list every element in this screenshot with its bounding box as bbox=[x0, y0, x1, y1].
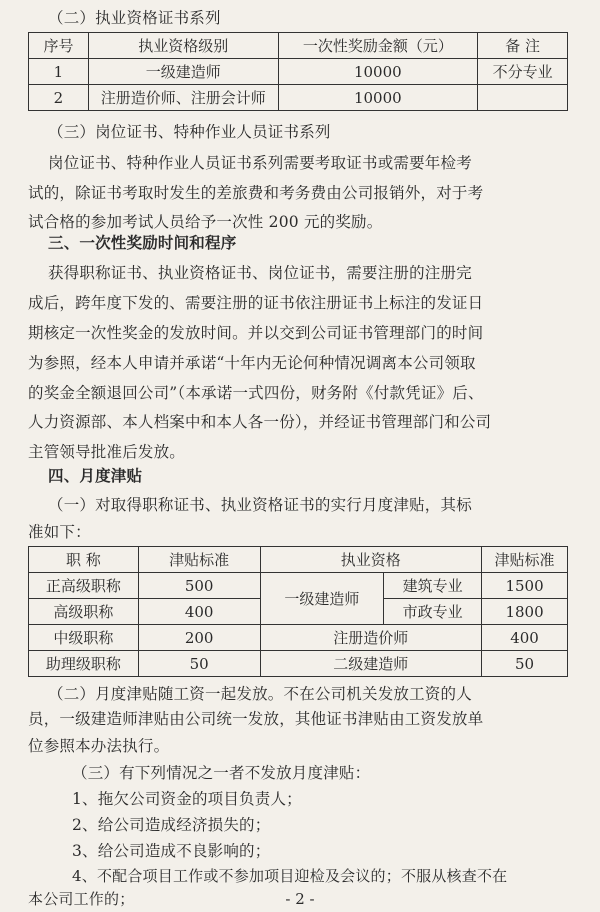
list-item: 3、给公司造成不良影响的； bbox=[72, 842, 271, 860]
cell: 50 bbox=[482, 651, 568, 677]
paragraph-line: 的奖金全额退回公司”（本承诺一式四份，财务附《付款凭证》后、 bbox=[28, 384, 484, 402]
list-item-continued: 本公司工作的； bbox=[28, 890, 135, 908]
page-number: - 2 - bbox=[285, 890, 315, 908]
table-row bbox=[29, 59, 568, 85]
list-item: 1、拖欠公司资金的项目负责人； bbox=[72, 790, 302, 808]
paragraph-line: 主管领导批准后发放。 bbox=[28, 443, 186, 461]
paragraph-line: 准如下： bbox=[28, 523, 91, 541]
header-cell: 职 称 bbox=[29, 547, 139, 573]
monthly-allowance-table bbox=[28, 546, 568, 677]
cell: 中级职称 bbox=[29, 625, 139, 651]
table-header-row bbox=[29, 547, 568, 573]
table-header-row bbox=[29, 33, 568, 59]
cell: 200 bbox=[138, 625, 260, 651]
table-row bbox=[29, 651, 568, 677]
cell: 1 bbox=[29, 59, 89, 85]
paragraph-line: 人力资源部、本人档案中和本人各一份），并经证书管理部门和公司 bbox=[28, 413, 492, 431]
list-item: 4、不配合项目工作或不参加项目迎检及会议的；不服从核查不在 bbox=[72, 867, 508, 885]
cell: 一级建造师 bbox=[260, 573, 384, 625]
paragraph-line: 成后，跨年度下发的、需要注册的证书依注册证书上标注的发证日 bbox=[28, 294, 484, 312]
heading-4: 四、月度津贴 bbox=[48, 466, 143, 485]
cell: 50 bbox=[138, 651, 260, 677]
table-row bbox=[29, 573, 568, 599]
header-cell: 津贴标准 bbox=[482, 547, 568, 573]
heading-3: 三、一次性奖励时间和程序 bbox=[48, 233, 237, 252]
header-cell: 序号 bbox=[29, 33, 89, 59]
paragraph-line: 位参照本办法执行。 bbox=[28, 737, 170, 755]
cell bbox=[478, 85, 568, 111]
cell: 注册造价师、注册会计师 bbox=[88, 85, 278, 111]
cell: 400 bbox=[138, 599, 260, 625]
paragraph-line: 期核定一次性奖金的发放时间。并以交到公司证书管理部门的时间 bbox=[28, 324, 484, 342]
cell: 助理级职称 bbox=[29, 651, 139, 677]
paragraph-line: 员，一级建造师津贴由公司统一发放，其他证书津贴由工资发放单 bbox=[28, 710, 484, 728]
paragraph-line: 获得职称证书、执业资格证书、岗位证书，需要注册的注册完 bbox=[48, 264, 472, 282]
cell: 注册造价师 bbox=[260, 625, 482, 651]
cell: 1500 bbox=[482, 573, 568, 599]
cell: 市政专业 bbox=[384, 599, 482, 625]
paragraph-line: （三）有下列情况之一者不发放月度津贴： bbox=[72, 764, 371, 782]
paragraph-line: 岗位证书、特种作业人员证书系列需要考取证书或需要年检考 bbox=[48, 154, 472, 172]
header-cell: 执业资格级别 bbox=[88, 33, 278, 59]
header-cell: 一次性奖励金额（元） bbox=[278, 33, 478, 59]
cell: 10000 bbox=[278, 59, 478, 85]
paragraph-line: （二）月度津贴随工资一起发放。不在公司机关发放工资的人 bbox=[48, 685, 472, 703]
cell: 高级职称 bbox=[29, 599, 139, 625]
paragraph-line: （一）对取得职称证书、执业资格证书的实行月度津贴，其标 bbox=[48, 496, 472, 514]
header-cell: 备 注 bbox=[478, 33, 568, 59]
cell: 一级建造师 bbox=[88, 59, 278, 85]
table-row bbox=[29, 625, 568, 651]
section-2-title: （二）执业资格证书系列 bbox=[48, 9, 221, 27]
cell: 正高级职称 bbox=[29, 573, 139, 599]
section-3-title: （三）岗位证书、特种作业人员证书系列 bbox=[48, 123, 331, 141]
qualification-award-table bbox=[28, 32, 568, 111]
cell: 10000 bbox=[278, 85, 478, 111]
table-row bbox=[29, 85, 568, 111]
header-cell: 执业资格 bbox=[260, 547, 482, 573]
cell: 400 bbox=[482, 625, 568, 651]
cell: 建筑专业 bbox=[384, 573, 482, 599]
header-cell: 津贴标准 bbox=[138, 547, 260, 573]
list-item: 2、给公司造成经济损失的； bbox=[72, 816, 271, 834]
cell: 二级建造师 bbox=[260, 651, 482, 677]
cell: 2 bbox=[29, 85, 89, 111]
cell: 500 bbox=[138, 573, 260, 599]
paragraph-line: 为参照，经本人申请并承诺“十年内无论何种情况调离本公司领取 bbox=[28, 354, 476, 372]
cell: 不分专业 bbox=[478, 59, 568, 85]
paragraph-line: 试合格的参加考试人员给予一次性 200 元的奖励。 bbox=[28, 213, 383, 231]
paragraph-line: 试的，除证书考取时发生的差旅费和考务费由公司报销外，对于考 bbox=[28, 184, 484, 202]
cell: 1800 bbox=[482, 599, 568, 625]
